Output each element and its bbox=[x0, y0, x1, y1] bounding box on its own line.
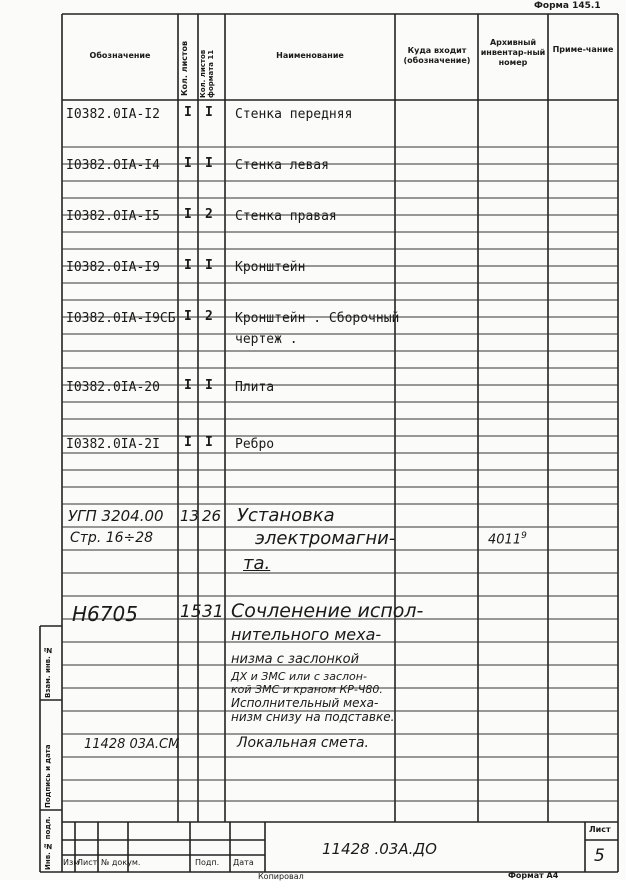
document-code: 11428 .03А.ДО bbox=[322, 840, 437, 858]
hand-name: низм снизу на подставке. bbox=[231, 710, 395, 724]
row-qty: I bbox=[184, 258, 192, 273]
hand-designation: 11428 03А.СМ bbox=[84, 737, 180, 752]
row-name: Ребро bbox=[235, 437, 275, 452]
sheet-label: Лист bbox=[589, 825, 611, 834]
hand-qty11: 26 bbox=[202, 507, 222, 525]
hand-name: та. bbox=[243, 553, 271, 574]
row-name: Плита bbox=[235, 380, 275, 395]
footer-format: Формат А4 bbox=[508, 871, 559, 880]
header-qty-sheets-a11: Кол. листов формата 11 bbox=[199, 49, 215, 98]
hand-name: кой ЗМС и краном КР-Ч80. bbox=[231, 683, 383, 696]
side-label-original-inventory: Инв. № подл. bbox=[44, 816, 52, 870]
row-qty: I bbox=[184, 435, 192, 450]
header-archive-number: Архивный инвентар-ный номер bbox=[480, 38, 546, 67]
title-date: Дата bbox=[233, 858, 254, 867]
title-doc-no: № докум. bbox=[101, 858, 141, 867]
row-name: Кронштейн bbox=[235, 260, 306, 275]
hand-name: электромагни- bbox=[255, 528, 396, 549]
hand-name: нительного меха- bbox=[231, 625, 382, 644]
row-name-continued: чертеж . bbox=[235, 332, 298, 347]
header-designation: Обозначение bbox=[89, 51, 151, 60]
side-label-replacement-inventory: Взам. инв. № bbox=[44, 645, 52, 698]
hand-archive-number: 4011$^9$ bbox=[488, 531, 527, 548]
row-qty: I bbox=[184, 207, 192, 222]
row-name: Стенка левая bbox=[235, 158, 329, 173]
row-qty11: 2 bbox=[205, 207, 213, 222]
form-label: Форма 145.1 bbox=[534, 1, 601, 11]
row-qty: I bbox=[184, 156, 192, 171]
row-designation: I0382.0IA-2I bbox=[66, 437, 160, 452]
row-qty: I bbox=[184, 309, 192, 324]
hand-designation: Н6705 bbox=[72, 602, 138, 626]
header-notes: Приме-чание bbox=[552, 45, 614, 54]
row-qty: I bbox=[184, 378, 192, 393]
hand-name: низма с заслонкой bbox=[231, 652, 360, 667]
hand-qty11: 31 bbox=[202, 602, 224, 622]
row-qty: I bbox=[184, 105, 192, 120]
hand-name: ДХ и ЗМС или с заслон- bbox=[231, 670, 367, 683]
row-qty11: I bbox=[205, 156, 213, 171]
row-designation: I0382.0IA-I2 bbox=[66, 107, 160, 122]
hand-qty: 15 bbox=[180, 602, 202, 622]
hand-pages: Стр. 16÷28 bbox=[70, 530, 154, 546]
row-qty11: I bbox=[205, 258, 213, 273]
footer-copied: Копировал bbox=[258, 872, 304, 881]
title-izm: Изм bbox=[63, 858, 80, 867]
row-name: Стенка передняя bbox=[235, 107, 353, 122]
hand-designation: УГП 3204.00 bbox=[68, 507, 164, 525]
row-qty11: I bbox=[205, 435, 213, 450]
hand-name: Локальная смета. bbox=[237, 735, 369, 751]
row-qty11: 2 bbox=[205, 309, 213, 324]
sheet-number: 5 bbox=[594, 846, 605, 866]
row-name: Стенка правая bbox=[235, 209, 337, 224]
row-designation: I0382.0IA-I5 bbox=[66, 209, 160, 224]
title-signature: Подп. bbox=[195, 858, 220, 867]
title-list: Лист bbox=[77, 858, 98, 867]
side-label-signature-date: Подпись и дата bbox=[44, 744, 52, 808]
header-qty-sheets: Кол. листов bbox=[180, 40, 189, 96]
hand-qty: 13 bbox=[180, 507, 200, 525]
header-name: Наименование bbox=[276, 51, 344, 60]
hand-name: Сочленение испол- bbox=[231, 600, 424, 622]
row-qty11: I bbox=[205, 378, 213, 393]
row-designation: I0382.0IA-20 bbox=[66, 380, 160, 395]
hand-name: Исполнительный меха- bbox=[231, 696, 379, 710]
row-designation: I0382.0IA-I9СБ bbox=[66, 311, 176, 326]
row-name: Кронштейн . Сборочный bbox=[235, 311, 400, 326]
row-qty11: I bbox=[205, 105, 213, 120]
row-designation: I0382.0IA-I4 bbox=[66, 158, 160, 173]
hand-name: Установка bbox=[237, 505, 335, 526]
row-designation: I0382.0IA-I9 bbox=[66, 260, 160, 275]
header-where-used: Куда входит (обозначение) bbox=[403, 46, 471, 65]
